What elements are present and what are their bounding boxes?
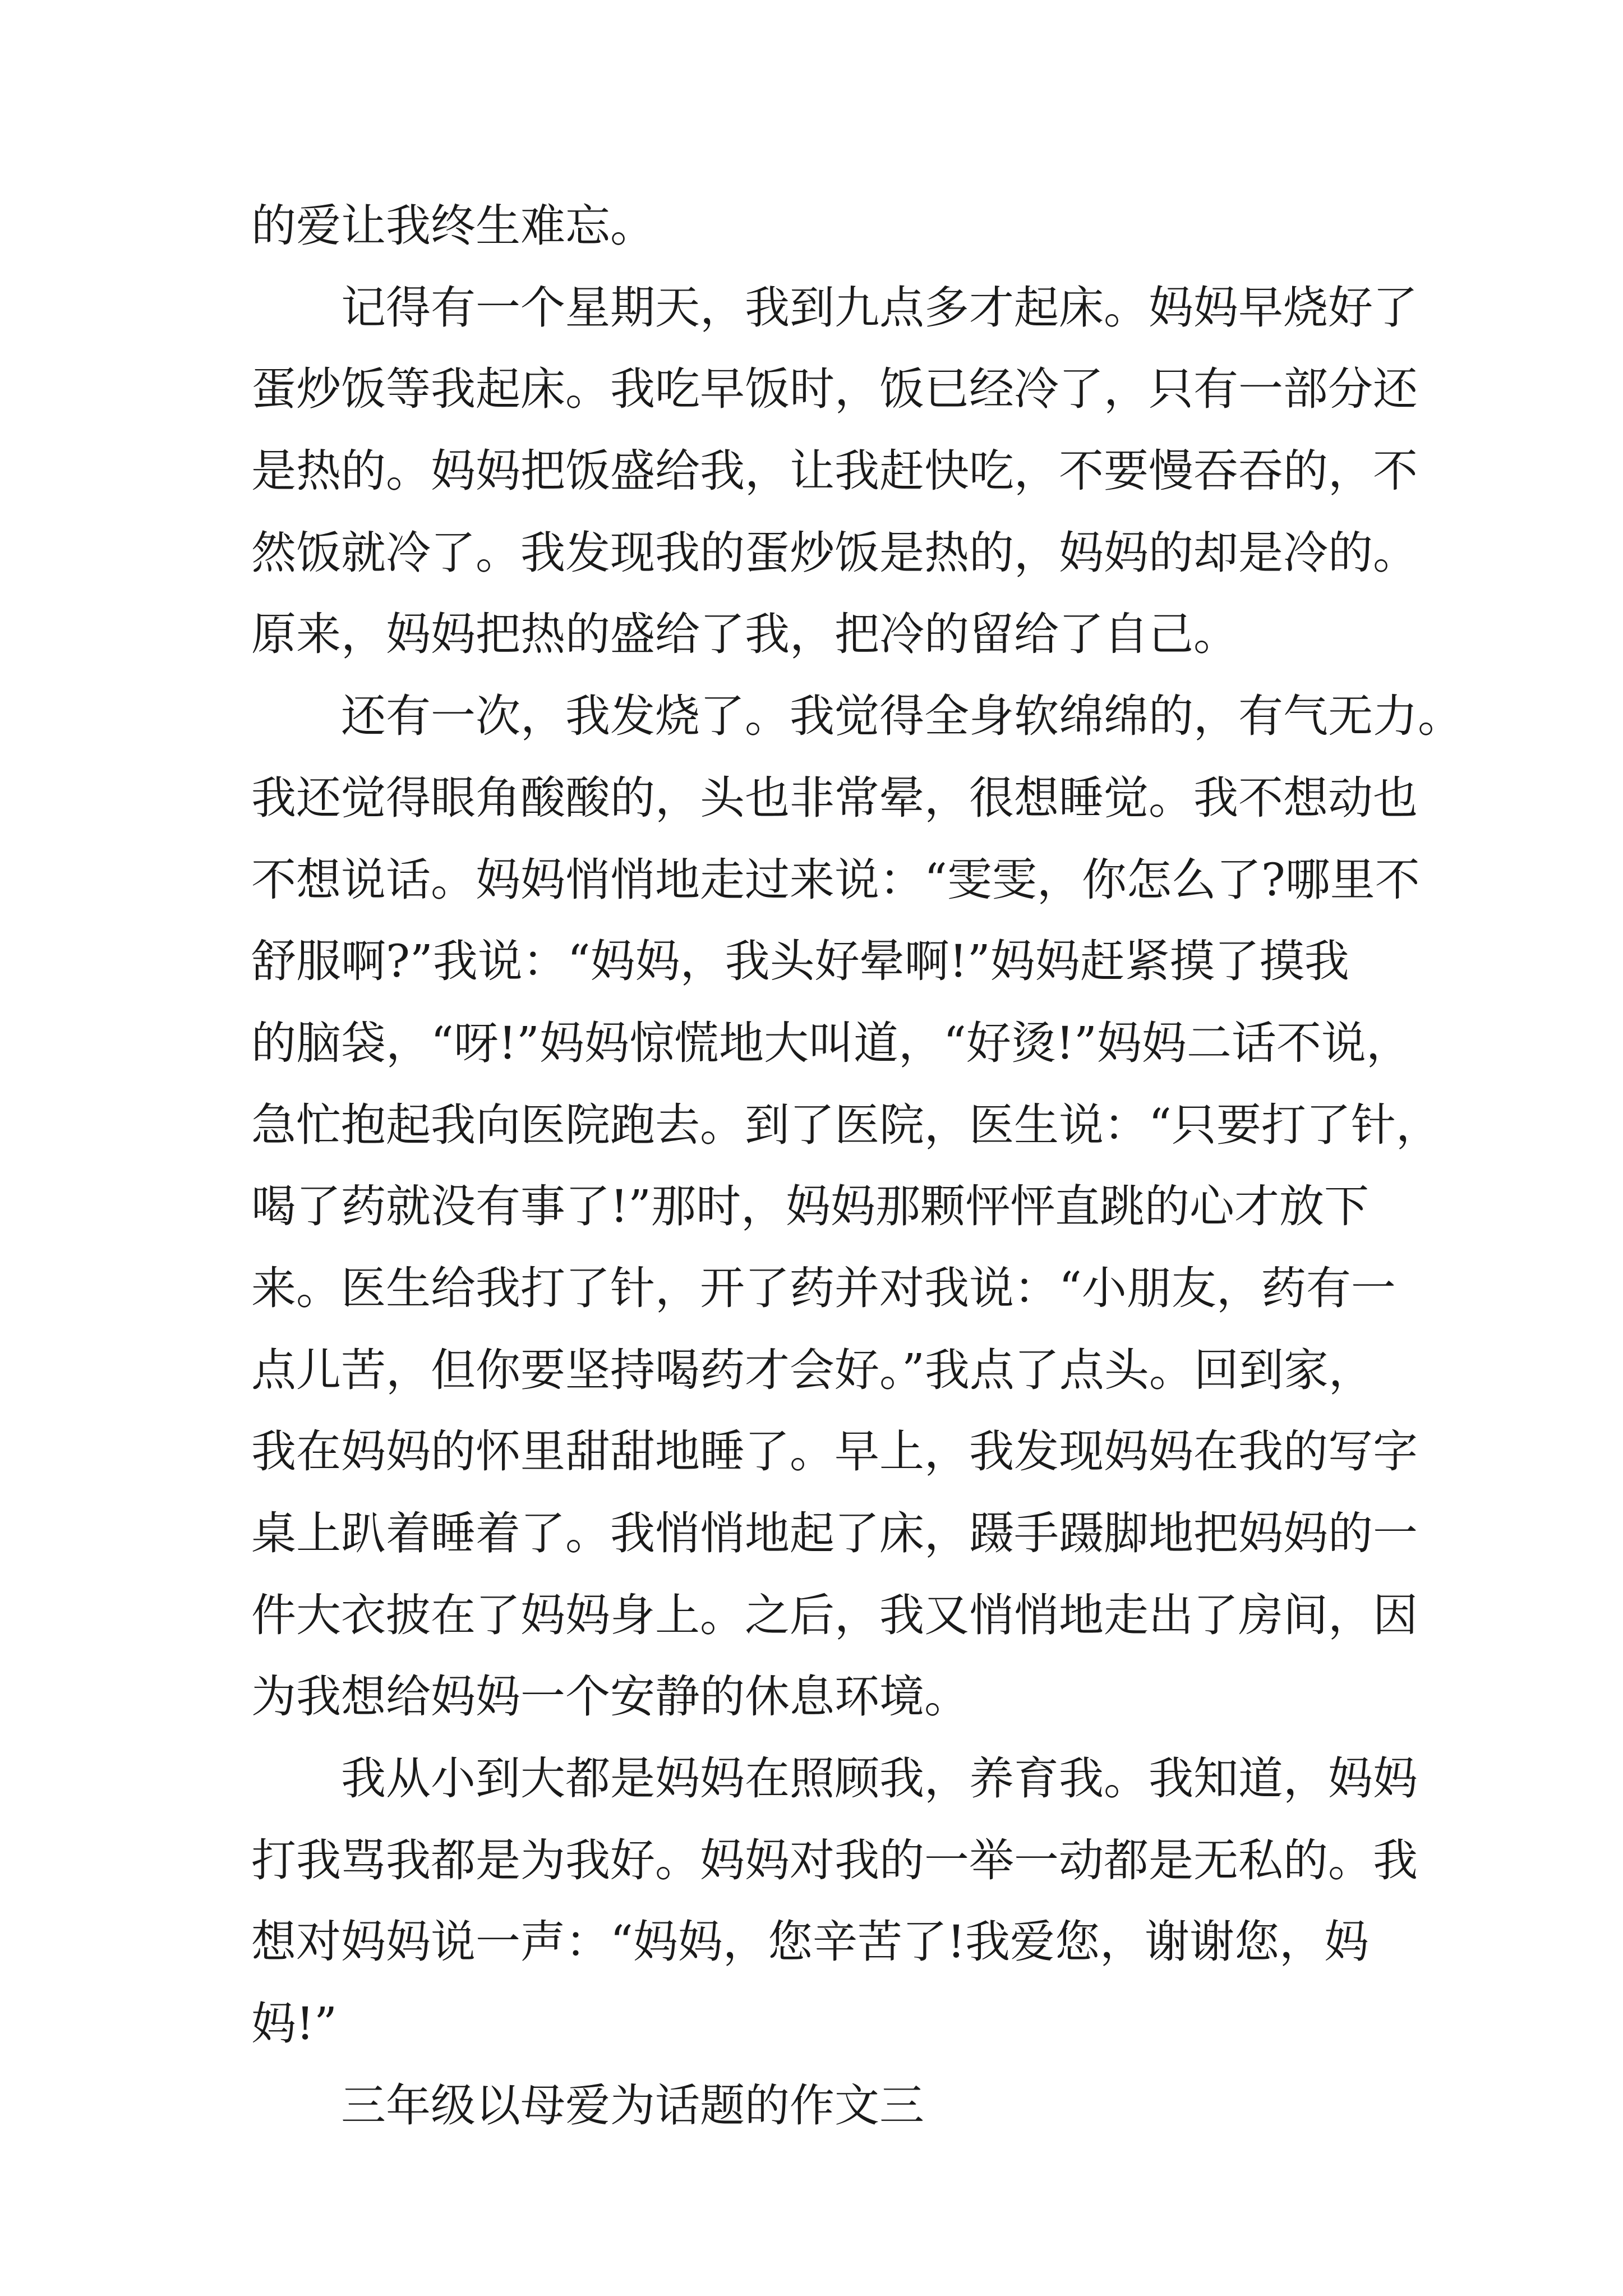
text-line: 的脑袋，“呀!”妈妈惊慌地大叫道，“好烫!”妈妈二话不说， (251, 1016, 1411, 1069)
text-line: 来。医生给我打了针，开了药并对我说：“小朋友，药有一 (251, 1262, 1396, 1314)
text-line: 不想说话。妈妈悄悄地走过来说：“雯雯，你怎么了?哪里不 (251, 853, 1420, 906)
text-line: 我在妈妈的怀里甜甜地睡了。早上，我发现妈妈在我的写字 (251, 1425, 1418, 1478)
text-line: 是热的。妈妈把饭盛给我，让我赶快吃，不要慢吞吞的，不 (251, 445, 1418, 498)
text-line: 然饭就冷了。我发现我的蛋炒饭是热的，妈妈的却是冷的。 (251, 526, 1418, 579)
text-line: 蛋炒饭等我起床。我吃早饭时，饭已经冷了，只有一部分还 (251, 363, 1418, 416)
text-line: 喝了药就没有事了!”那时，妈妈那颗怦怦直跳的心才放下 (251, 1180, 1370, 1233)
paragraph (251, 185, 1395, 267)
text-line: 记得有一个星期天，我到九点多才起床。妈妈早烧好了 (341, 281, 1418, 334)
text-line: 件大衣披在了妈妈身上。之后，我又悄悄地走出了房间，因 (251, 1589, 1418, 1641)
text-line: 想对妈妈说一声：“妈妈，您辛苦了!我爱您，谢谢您，妈 (251, 1916, 1370, 1968)
text-line: 急忙抱起我向医院跑去。到了医院，医生说：“只要打了针， (251, 1098, 1441, 1151)
text-line: 我还觉得眼角酸酸的，头也非常晕，很想睡觉。我不想动也 (251, 771, 1418, 824)
text-line: 妈!” (251, 1998, 338, 2050)
text-line: 我从小到大都是妈妈在照顾我，养育我。我知道，妈妈 (341, 1752, 1418, 1805)
text-line: 点儿苦，但你要坚持喝药才会好。”我点了点头。回到家， (251, 1343, 1373, 1396)
section-title: 三年级以母爱为话题的作文三 (341, 2079, 924, 2132)
paragraph (251, 675, 1463, 1738)
paragraph (251, 1738, 1418, 2065)
text-line: 原来，妈妈把热的盛给了我，把冷的留给了自己。 (251, 608, 1238, 661)
text-line: 还有一次，我发烧了。我觉得全身软绵绵的，有气无力。 (341, 690, 1463, 743)
paragraph (251, 267, 1418, 675)
text-line: 为我想给妈妈一个安静的休息环境。 (251, 1671, 969, 1723)
text-line: 打我骂我都是为我好。妈妈对我的一举一动都是无私的。我 (251, 1834, 1418, 1887)
essay-body (251, 185, 1463, 2147)
text-line: 的爱让我终生难忘。 (251, 200, 655, 252)
text-line: 桌上趴着睡着了。我悄悄地起了床，蹑手蹑脚地把妈妈的一 (251, 1507, 1418, 1559)
text-line: 舒服啊?”我说：“妈妈，我头好晕啊!”妈妈赶紧摸了摸我 (251, 935, 1349, 988)
